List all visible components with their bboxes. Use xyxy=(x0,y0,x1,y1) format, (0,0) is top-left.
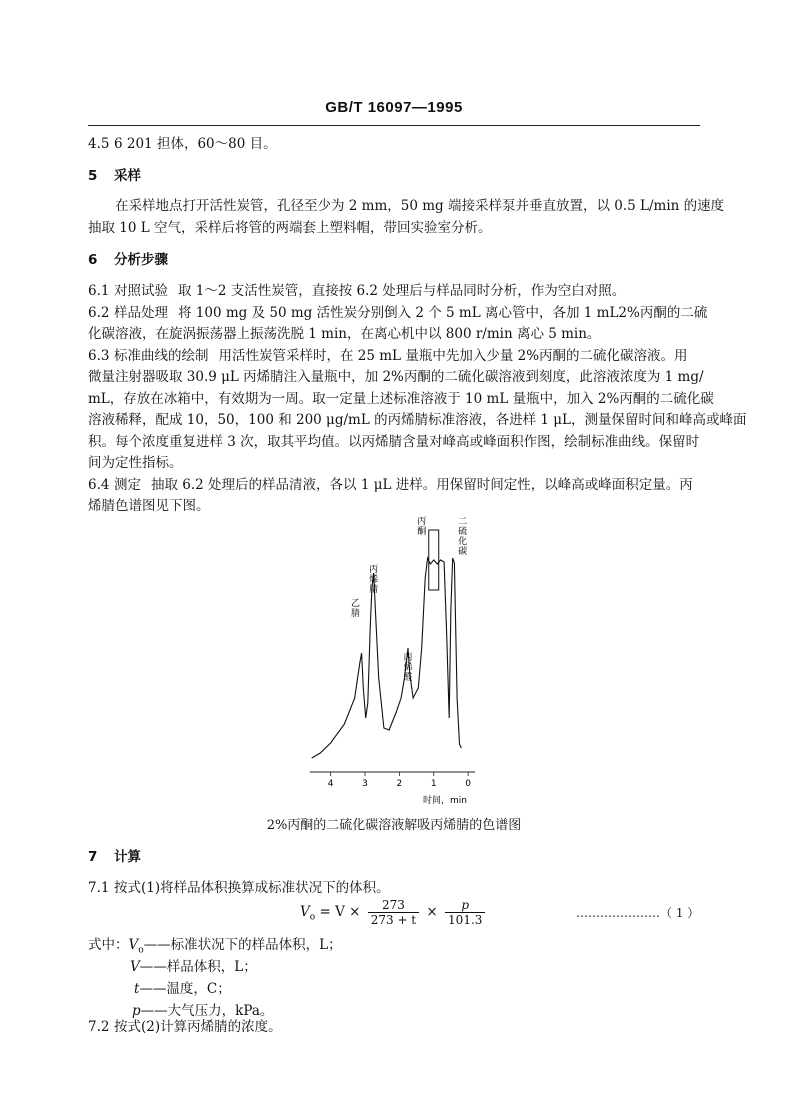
peak-label xyxy=(458,517,467,557)
formula-times: × xyxy=(422,904,443,920)
clause-number: 6.4 xyxy=(88,477,110,493)
chromatogram-chart xyxy=(300,510,490,810)
definition-symbol: p xyxy=(132,1003,141,1019)
peak-label-char: 碳 xyxy=(458,547,468,557)
definition-symbol: t xyxy=(134,981,140,997)
definition-text: ——标准状况下的样品体积，L； xyxy=(143,937,342,953)
definition-text: ——温度，C； xyxy=(139,981,231,997)
fraction-numerator: 273 xyxy=(368,898,419,913)
formula-eq: = V × xyxy=(315,904,365,920)
fraction-temperature xyxy=(368,898,419,927)
clause-label: 样品处理 xyxy=(114,305,168,321)
clause-text: 用活性炭管采样时，在 25 mL 量瓶中先加入少量 2%丙酮的二硫化碳溶液。用 xyxy=(218,348,688,364)
time-axis-label: 时间，min xyxy=(423,796,467,806)
definition-symbol: V xyxy=(130,959,140,975)
fraction-denominator: 101.3 xyxy=(448,913,483,927)
chart-caption: 2%丙酮的二硫化碳溶液解吸丙烯腈的色谱图 xyxy=(266,818,522,833)
clause-6-2-line-2: 化碳溶液，在旋涡振荡器上振荡洗脱 1 min，在离心机中以 800 r/min 离心 5 min。 xyxy=(88,326,601,342)
clause-label: 测定 xyxy=(114,477,141,493)
peak-label-char: 腈 xyxy=(351,609,361,619)
clause-6-1 xyxy=(88,281,625,301)
section-number: 7 xyxy=(88,849,98,865)
peak-label-char: 腈 xyxy=(369,585,379,595)
clause-text: 6 201 担体，60～80 目。 xyxy=(114,136,277,152)
equation-number: …………………（ 1 ） xyxy=(576,906,700,920)
peak-label xyxy=(403,652,412,683)
peak-label xyxy=(369,564,378,595)
definitions-lead: 式中： xyxy=(88,937,129,953)
time-axis-tick-label: 0 xyxy=(465,779,471,789)
time-axis-tick-label: 4 xyxy=(327,779,334,789)
clause-text: 按式(1)将样品体积换算成标准状况下的体积。 xyxy=(114,880,390,896)
peak-label-char: 乙 xyxy=(351,599,361,609)
clause-6-3-line-5: 积。每个浓度重复进样 3 次，取其平均值。以丙烯腈含量对峰高或峰面积作图，绘制标准曲线。保留时 xyxy=(88,434,700,450)
clause-number: 7.2 xyxy=(88,1019,110,1035)
clause-6-3 xyxy=(88,346,688,366)
peak-label-char: 丙 xyxy=(369,565,379,575)
header-rule xyxy=(88,125,700,126)
peak-label-char: 丙 xyxy=(403,653,413,663)
formula-lhs-sub: o xyxy=(309,912,316,923)
clause-label: 标准曲线的绘制 xyxy=(114,348,209,364)
definition-symbol: V xyxy=(128,937,139,953)
peak-label xyxy=(351,598,360,619)
section-6-heading xyxy=(88,250,168,270)
clause-7-2 xyxy=(88,1017,282,1037)
clause-text: 取 1～2 支活性炭管，直接按 6.2 处理后与样品同时分析，作为空白对照。 xyxy=(178,283,626,299)
peak-label-char: 醛 xyxy=(403,673,413,683)
fraction-denominator: 273 + t xyxy=(370,913,417,927)
section-5-heading xyxy=(88,166,141,186)
clause-number: 6.3 xyxy=(88,348,110,364)
section-5-line-2: 抽取 10 L 空气，采样后将管的两端套上塑料帽，带回实验室分析。 xyxy=(88,220,492,236)
fraction-pressure xyxy=(445,898,485,927)
peak-label-char: 酮 xyxy=(417,527,427,537)
time-axis-tick-labels xyxy=(328,779,472,789)
formula-lhs: V xyxy=(300,904,310,920)
clause-6-4 xyxy=(88,475,693,495)
standard-code-header: GB/T 16097—1995 xyxy=(325,99,463,116)
time-axis-tick-label: 2 xyxy=(396,779,403,789)
fraction-numerator: p xyxy=(445,898,485,913)
section-number: 5 xyxy=(88,168,98,184)
clause-6-3-line-6: 间为定性指标。 xyxy=(88,455,183,471)
clause-text: 按式(2)计算丙烯腈的浓度。 xyxy=(114,1019,282,1035)
clause-7-1 xyxy=(88,878,390,898)
definition-text: ——大气压力，kPa。 xyxy=(140,1003,274,1019)
peak-label-char: 二 xyxy=(458,517,468,527)
peak-label-char: 化 xyxy=(458,537,468,547)
section-number: 6 xyxy=(88,252,98,268)
peak-label xyxy=(417,516,426,537)
definition-t xyxy=(134,979,231,999)
time-axis xyxy=(310,772,475,776)
clause-4-5 xyxy=(88,134,277,154)
clause-6-3-line-3: mL，存放在冰箱中，有效期为一周。取一定量上述标准溶液于 10 mL 量瓶中，加入 2%丙酮的二硫化碳 xyxy=(88,391,714,407)
time-axis-tick-label: 3 xyxy=(362,779,368,789)
peak-label-char: 丙 xyxy=(417,517,427,527)
peak-label-char: 烯 xyxy=(403,663,413,673)
clause-number: 6.1 xyxy=(88,283,110,299)
peak-label-char: 烯 xyxy=(369,575,379,585)
clause-number: 4.5 xyxy=(88,136,110,152)
clause-6-3-line-4: 溶液稀释，配成 10，50，100 和 200 μg/mL 的丙烯腈标准溶液，各进样 1 μL，测量保留时间和峰高或峰面 xyxy=(88,412,747,428)
definition-v xyxy=(130,957,257,977)
section-7-heading xyxy=(88,847,141,867)
clause-6-4-line-2: 烯腈色谱图见下图。 xyxy=(88,498,210,514)
section-title: 分析步骤 xyxy=(114,252,168,268)
section-5-line-1: 在采样地点打开活性炭管，孔径至少为 2 mm，50 mg 端接采样泵并垂直放置，以 0.5 L/min 的速度 xyxy=(115,198,725,214)
section-title: 采样 xyxy=(114,168,141,184)
definition-text: ——样品体积，L； xyxy=(139,959,257,975)
time-axis-tick-label: 1 xyxy=(430,779,437,789)
section-title: 计算 xyxy=(114,849,141,865)
chromatogram-trace xyxy=(312,530,462,758)
clause-number: 7.1 xyxy=(88,880,110,896)
definition-symbol-sub: o xyxy=(138,945,144,956)
clause-text: 抽取 6.2 处理后的样品清液，各以 1 μL 进样。用保留时间定性，以峰高或峰面积定量。丙 xyxy=(151,477,693,493)
clause-number: 6.2 xyxy=(88,305,110,321)
clause-text: 将 100 mg 及 50 mg 活性炭分别倒入 2 个 5 mL 离心管中，各加 1 mL2%丙酮的二硫 xyxy=(178,305,708,321)
clause-6-2 xyxy=(88,303,707,323)
clause-label: 对照试验 xyxy=(114,283,168,299)
peak-label-char: 硫 xyxy=(458,527,468,537)
clause-6-3-line-2: 微量注射器吸取 30.9 μL 丙烯腈注入量瓶中，加 2%丙酮的二硫化碳溶液到刻度，此溶液浓度为 1 mg/ xyxy=(88,369,704,385)
